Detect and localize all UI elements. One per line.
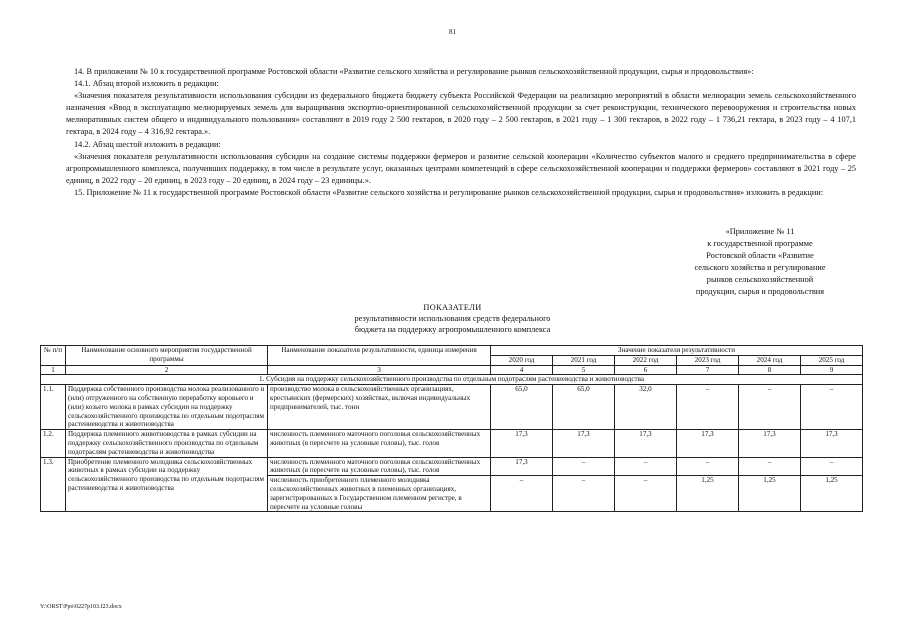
row-number: 1.1.: [41, 385, 66, 430]
section-title: 1. Субсидия на поддержку сельскохозяйственного производства по отдельным подотраслям растениеводства и животноводства: [41, 375, 863, 385]
indicators-table: [40, 345, 863, 512]
appendix-line: сельского хозяйства и регулирование: [694, 263, 826, 272]
row-value: –: [677, 385, 739, 430]
table-header-row: [41, 346, 863, 356]
row-value: –: [677, 457, 739, 476]
row-value: 1,25: [801, 476, 863, 512]
column-number: 4: [491, 365, 553, 375]
row-value: 65,0: [491, 385, 553, 430]
page-number: 81: [449, 28, 456, 36]
appendix-line: продукции, сырья и продовольствия: [695, 287, 825, 296]
row-value: 17,3: [801, 430, 863, 457]
row-value: –: [801, 385, 863, 430]
row-value: 17,3: [553, 430, 615, 457]
row-value: –: [739, 457, 801, 476]
heading-line: результативности использования средств федерального: [354, 314, 551, 323]
row-indicator: производство молока в сельскохозяйственных организациях, крестьянских (фермерских) хозяйствах, включая индивидуальных предпринимателей, тыс. тонн: [268, 385, 491, 430]
header-year: 2022 год: [615, 355, 677, 365]
appendix-block: [670, 226, 850, 298]
header-indicator: Наименование показателя результативности, единица измерения: [268, 346, 491, 366]
appendix-line: рынков сельскохозяйственной: [706, 275, 814, 284]
appendix-line: «Приложение № 11: [725, 227, 795, 236]
paragraph: 14.1. Абзац второй изложить в редакции:: [74, 79, 219, 89]
header-year: 2020 год: [491, 355, 553, 365]
column-number: 8: [739, 365, 801, 375]
row-value: 32,0: [615, 385, 677, 430]
row-value: 1,25: [739, 476, 801, 512]
paragraph: «Значения показателя результативности использования субсидии из федерального бюджета бюджету субъекта Российской Федерации на реализацию мероприятий в области мелиорации земель сельскохозяйственного назначения «Ввод в эксплуатацию мелиорируемых земель для выращивания экспортно-ориентированной сельскохозяйственной продукции за счет реконструкции, технического перевооружения и строительства новых мелиоративных систем общего и индивидуального пользования» составляют в 2019 году 2 500 гектаров, в 2020 году – 2 500 гектаров, в 2021 году – 1 300 гектаров, в 2022 году – 1 736,21 гектара, в 2023 году – 4 107,1 гектара, в 2024 году – 4 316,92 гектара.».: [66, 91, 856, 137]
section-row: [41, 375, 863, 385]
document-heading: [0, 302, 905, 335]
column-number: 5: [553, 365, 615, 375]
row-value: 17,3: [491, 430, 553, 457]
header-year: 2025 год: [801, 355, 863, 365]
column-number: 7: [677, 365, 739, 375]
row-value: 17,3: [615, 430, 677, 457]
row-value: 65,0: [553, 385, 615, 430]
row-indicator: численность племенного маточного поголовья сельскохозяйственных животных (в пересчете на условные головы), тыс. голов: [268, 457, 491, 476]
paragraph: 14.2. Абзац шестой изложить в редакции:: [74, 139, 221, 149]
row-value: 17,3: [739, 430, 801, 457]
header-num: № п/п: [41, 346, 66, 366]
appendix-line: к государственной программе: [707, 239, 813, 248]
column-number: 1: [41, 365, 66, 375]
appendix-line: Ростовской области «Развитие: [706, 251, 814, 260]
row-value: 17,3: [677, 430, 739, 457]
row-value: 17,3: [491, 457, 553, 476]
column-number: 3: [268, 365, 491, 375]
column-number: 9: [801, 365, 863, 375]
row-value: –: [739, 385, 801, 430]
heading-title: ПОКАЗАТЕЛИ: [423, 303, 482, 312]
row-value: –: [615, 476, 677, 512]
table-row: [41, 385, 863, 430]
file-path-footer: Y:\ORST\Ppo\0227p103.f23.docx: [40, 604, 122, 610]
column-number-row: [41, 365, 863, 375]
paragraph: 15. Приложение № 11 к государственной программе Ростовской области «Развитие сельского хозяйства и регулирование рынков сельскохозяйственной продукции, сырья и продовольствия» изложить в редакции:: [74, 187, 824, 197]
row-value: –: [801, 457, 863, 476]
row-measure: Поддержка племенного животноводства в рамках субсидии на поддержку сельскохозяйственного производства по отдельным подотраслям растениеводства и животноводства: [66, 430, 268, 457]
header-measure: Наименование основного мероприятия государственной программы: [66, 346, 268, 366]
row-value: –: [553, 476, 615, 512]
header-year: 2021 год: [553, 355, 615, 365]
column-number: 2: [66, 365, 268, 375]
row-value: 1,25: [677, 476, 739, 512]
heading-line: бюджета на поддержку агропромышленного комплекса: [354, 325, 551, 334]
table-row: [41, 430, 863, 457]
row-value: –: [553, 457, 615, 476]
row-number: 1.2.: [41, 430, 66, 457]
row-measure: Поддержка собственного производства молока реализованного и (или) отгруженного на собственную переработку коровьего и (или) козьего молока в рамках субсидии на поддержку сельскохозяйственного производства по отдельным подотраслям растениеводства и животноводства: [66, 385, 268, 430]
row-indicator: численность приобретенного племенного молодняка сельскохозяйственных животных в племенных организациях, зарегистрированных в Государственном племенном регистре, в пересчете на условные головы: [268, 476, 491, 512]
paragraph: 14. В приложении № 10 к государственной программе Ростовской области «Развитие сельского хозяйства и регулирование рынков сельскохозяйственной продукции, сырья и продовольствия»:: [74, 67, 754, 76]
header-year: 2024 год: [739, 355, 801, 365]
table-row: [41, 457, 863, 476]
row-measure: Приобретение племенного молодняка сельскохозяйственных животных в рамках субсидии на поддержку сельскохозяйственного производства по отдельным подотраслям растениеводства и животноводства: [66, 457, 268, 512]
row-indicator: численность племенного маточного поголовья сельскохозяйственных животных (в пересчете на условные головы), тыс. голов: [268, 430, 491, 457]
row-value: –: [615, 457, 677, 476]
column-number: 6: [615, 365, 677, 375]
row-number: 1.3.: [41, 457, 66, 512]
row-value: –: [491, 476, 553, 512]
paragraph: «Значения показателя результативности использования субсидии на создание системы поддержки фермеров и развитие сельской кооперации «Количество субъектов малого и среднего предпринимательства в сфере агропромышленного комплекса, получивших поддержку, в том числе в результате услуг, оказанных центрами компетенций в сфере сельскохозяйственной кооперации и поддержки фермеров» составляют в 2021 году – 25 единиц, в 2022 году – 20 единиц, в 2023 году – 20 единиц, в 2024 году – 23 единицы.».: [66, 151, 856, 185]
header-values: Значение показателя результативности: [491, 346, 863, 356]
body-text: [66, 66, 856, 199]
header-year: 2023 год: [677, 355, 739, 365]
